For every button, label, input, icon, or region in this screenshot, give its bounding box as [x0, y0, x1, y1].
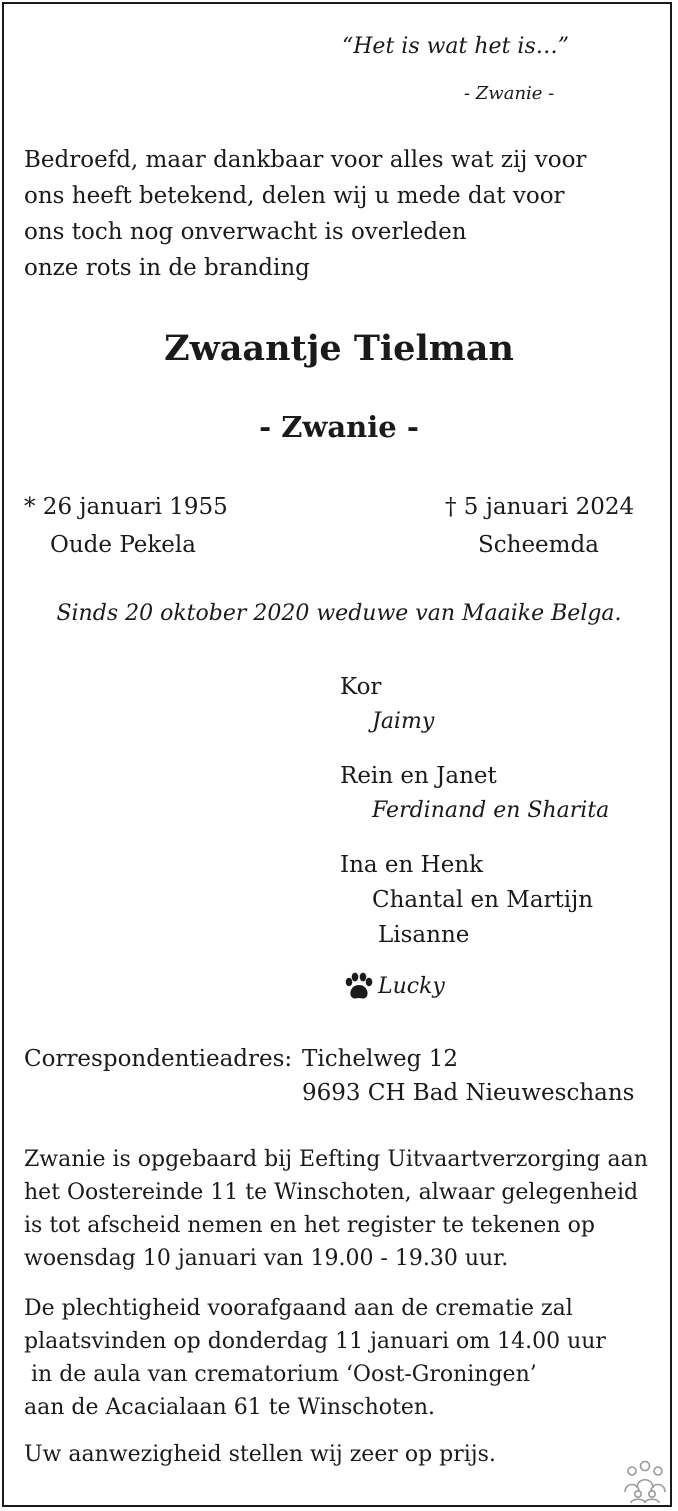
viewing-line: woensdag 10 januari van 19.00 - 19.30 uur.: [24, 1246, 509, 1271]
family-child-jaimy: Jaimy: [372, 709, 435, 734]
birth-place: Oude Pekela: [50, 532, 196, 558]
deceased-nickname: - Zwanie -: [259, 410, 419, 444]
correspondence-label: Correspondentieadres:: [24, 1046, 293, 1072]
intro-line: onze rots in de branding: [24, 255, 310, 281]
closing-text: Uw aanwezigheid stellen wij zeer op prijs.: [24, 1442, 496, 1467]
viewing-line: is tot afscheid nemen en het register te tekenen op: [24, 1213, 595, 1238]
death-place: Scheemda: [478, 532, 599, 558]
intro-line: ons toch nog onverwacht is overleden: [24, 219, 467, 245]
quote-author: - Zwanie -: [464, 83, 555, 104]
ceremony-line: De plechtigheid voorafgaand aan de crematie zal: [24, 1296, 573, 1321]
widow-note: Sinds 20 oktober 2020 weduwe van Maaike Belga.: [56, 601, 622, 626]
viewing-paragraph: [24, 1143, 654, 1275]
deceased-name: Zwaantje Tielman: [164, 328, 514, 369]
correspondence-city: 9693 CH Bad Nieuweschans: [302, 1080, 635, 1106]
intro-line: ons heeft betekend, delen wij u mede dat voor: [24, 183, 565, 209]
death-date: † 5 januari 2024: [445, 494, 635, 520]
viewing-line: Zwanie is opgebaard bij Eefting Uitvaartverzorging aan: [24, 1147, 648, 1172]
family-child-chantal: Chantal en Martijn: [372, 887, 594, 913]
intro-text: [24, 142, 644, 286]
obituary-card: [2, 2, 672, 1507]
ceremony-line: in de aula van crematorium ‘Oost-Groningen’: [24, 1362, 537, 1387]
correspondence-street: Tichelweg 12: [302, 1046, 458, 1072]
birth-date: * 26 januari 1955: [24, 494, 228, 520]
quote: “Het is wat het is…”: [342, 34, 569, 59]
family-member-kor: Kor: [340, 674, 382, 700]
family-child-ferdinand: Ferdinand en Sharita: [372, 798, 610, 823]
viewing-line: het Oostereinde 11 te Winschoten, alwaar gelegenheid: [24, 1180, 639, 1205]
ceremony-line: plaatsvinden op donderdag 11 januari om 14.00 uur: [24, 1329, 606, 1354]
paw-icon: [342, 972, 376, 1002]
family-member-ina: Ina en Henk: [340, 852, 484, 878]
ceremony-paragraph: [24, 1292, 654, 1424]
pet-name: Lucky: [378, 974, 445, 999]
intro-line: Bedroefd, maar dankbaar voor alles wat zij voor: [24, 147, 587, 173]
family-member-rein: Rein en Janet: [340, 763, 497, 789]
ceremony-line: aan de Acacialaan 61 te Winschoten.: [24, 1395, 436, 1420]
family-child-lisanne: Lisanne: [378, 922, 470, 948]
people-logo-icon: [622, 1458, 668, 1504]
